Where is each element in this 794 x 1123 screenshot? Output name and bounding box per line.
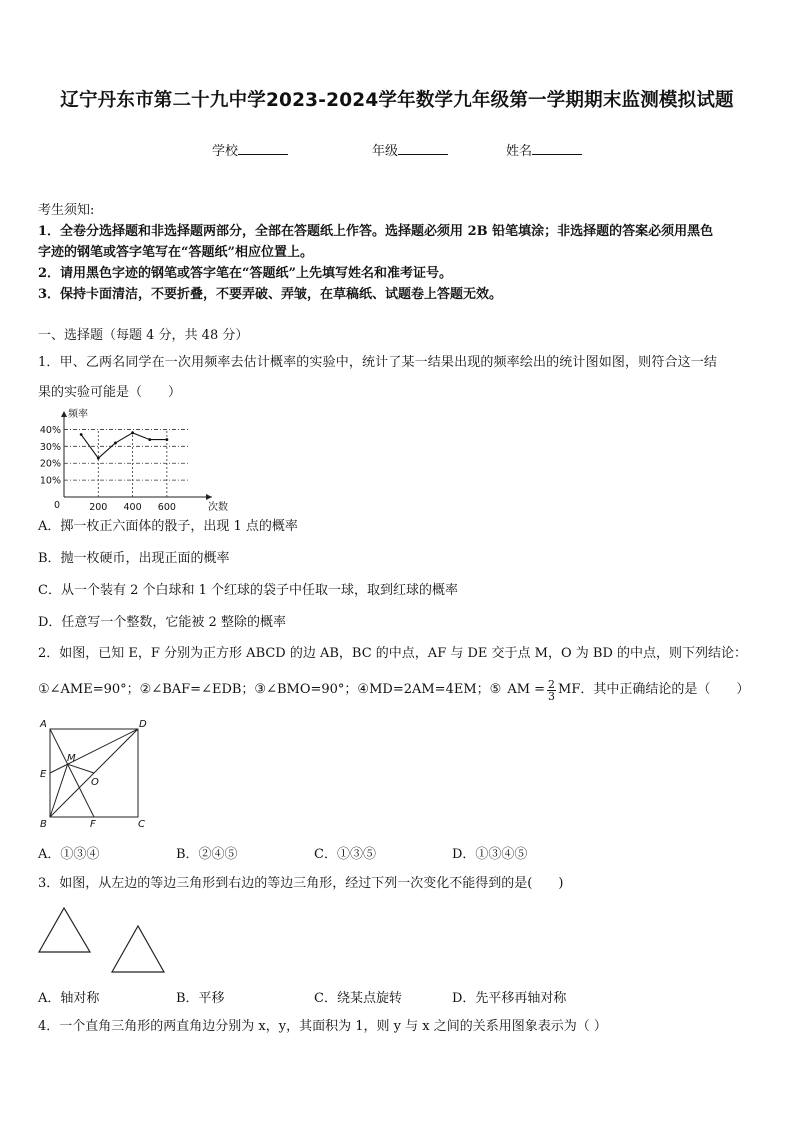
q1-stem-line-2: 果的实验可能是（ ） [38,385,182,400]
school-blank [238,142,288,155]
y-axis-label: 频率 [68,409,88,420]
q1-option-a: A．掷一枚正六面体的骰子，出现 1 点的概率 [38,519,298,534]
section-heading: 一、选择题（每题 4 分，共 48 分） [38,328,249,343]
label-d: D [139,719,147,730]
y-axis-arrow [61,411,67,417]
segment-de [50,729,138,773]
right-equilateral-triangle [112,926,164,972]
q2-option-b: B．②④⑤ [176,847,238,862]
frequency-series-line [81,433,167,458]
q1-option-d: D．任意写一个整数，它能被 2 整除的概率 [38,615,286,630]
grade-blank [398,142,448,155]
notice-heading: 考生须知: [38,203,95,218]
label-o: O [91,777,99,788]
q1-option-b: B．抛一枚硬币，出现正面的概率 [38,551,230,566]
label-e: E [40,769,47,780]
q2-fraction-numerator: 2 [548,677,556,691]
q2-question-tail: MF．其中正确结论的是（ ） [558,682,750,697]
x-tick-label: 600 [157,502,176,513]
q2-option-c: C．①③⑤ [314,847,376,862]
q4-stem: 4．一个直角三角形的两直角边分别为 x，y，其面积为 1，则 y 与 x 之间的关系用图象表示为（ ） [38,1019,607,1034]
q2-fraction [547,679,556,702]
y-tick-label: 40% [39,424,61,436]
name-field [506,140,582,159]
q1-option-c: C．从一个装有 2 个白球和 1 个红球的袋子中任取一球，取到红球的概率 [38,583,459,598]
q2-stem-line-2 [38,675,749,705]
name-label: 姓名 [506,144,533,159]
q2-square-figure [36,715,156,833]
q2-stem-line-1: 2．如图，已知 E，F 分别为正方形 ABCD 的边 AB，BC 的中点，AF 与 DE 交于点 M，O 为 BD 的中点，则下列结论： [38,646,748,661]
q1-frequency-chart [36,405,228,515]
grade-label: 年级 [372,144,399,159]
frequency-point [114,442,117,445]
frequency-point [148,438,151,441]
origin-label: 0 [53,500,61,511]
q3-stem: 3．如图，从左边的等边三角形到右边的等边三角形，经过下列一次变化不能得到的是( ) [38,876,564,891]
q2-option-a: A．①③④ [38,847,100,862]
x-axis-label: 次数 [208,502,228,513]
label-m: M [67,753,76,764]
x-tick-label: 400 [123,502,142,513]
notice-item-3: 3．保持卡面清洁，不要折叠，不要弄破、弄皱，在草稿纸、试题卷上答题无效。 [38,287,503,302]
label-a: A [40,719,47,730]
y-tick-label: 10% [39,475,61,487]
q3-option-a: A．轴对称 [38,991,100,1006]
q3-triangles-figure [30,900,180,978]
notice-item-1-line-1: 1．全卷分选择题和非选择题两部分，全部在答题纸上作答。选择题必须用 2B 铅笔填涂；非选择题的答案必须用黑色 [38,224,714,239]
label-c: C [138,819,145,830]
segment-af [50,729,94,817]
left-equilateral-triangle [39,908,90,952]
label-f: F [90,819,96,830]
school-label: 学校 [212,144,239,159]
frequency-point [97,457,100,460]
x-axis-arrow [206,494,212,500]
grade-field [372,140,448,159]
frequency-point [80,433,83,436]
q1-stem-line-1: 1．甲、乙两名同学在一次用频率去估计概率的实验中，统计了某一结果出现的频率绘出的统计图如图，则符合这一结 [38,355,718,370]
label-b: B [40,819,47,830]
q2-am-text: AM = [507,682,546,697]
exam-title: 辽宁丹东市第二十九中学2023-2024学年数学九年级第一学期期末监测模拟试题 [60,90,734,111]
y-tick-label: 30% [39,441,61,453]
name-blank [532,142,582,155]
q3-option-d: D．先平移再轴对称 [452,991,567,1006]
school-field [212,140,288,159]
q2-conclusions: ①∠AME=90°；②∠BAF=∠EDB；③∠BMO=90°；④MD=2AM=4EM；⑤ [38,682,502,697]
notice-item-2: 2．请用黑色字迹的钢笔或答字笔在“答题纸”上先填写姓名和准考证号。 [38,266,453,281]
frequency-point [165,438,168,441]
notice-item-1-line-2: 字迹的钢笔或答字笔写在“答题纸”相应位置上。 [38,245,313,260]
q2-fraction-denominator: 3 [548,689,556,703]
q3-option-b: B．平移 [176,991,225,1006]
x-tick-label: 200 [89,502,108,513]
q2-option-d: D．①③④⑤ [452,847,528,862]
q3-option-c: C．绕某点旋转 [314,991,402,1006]
frequency-point [131,431,134,434]
y-tick-label: 20% [39,458,61,470]
